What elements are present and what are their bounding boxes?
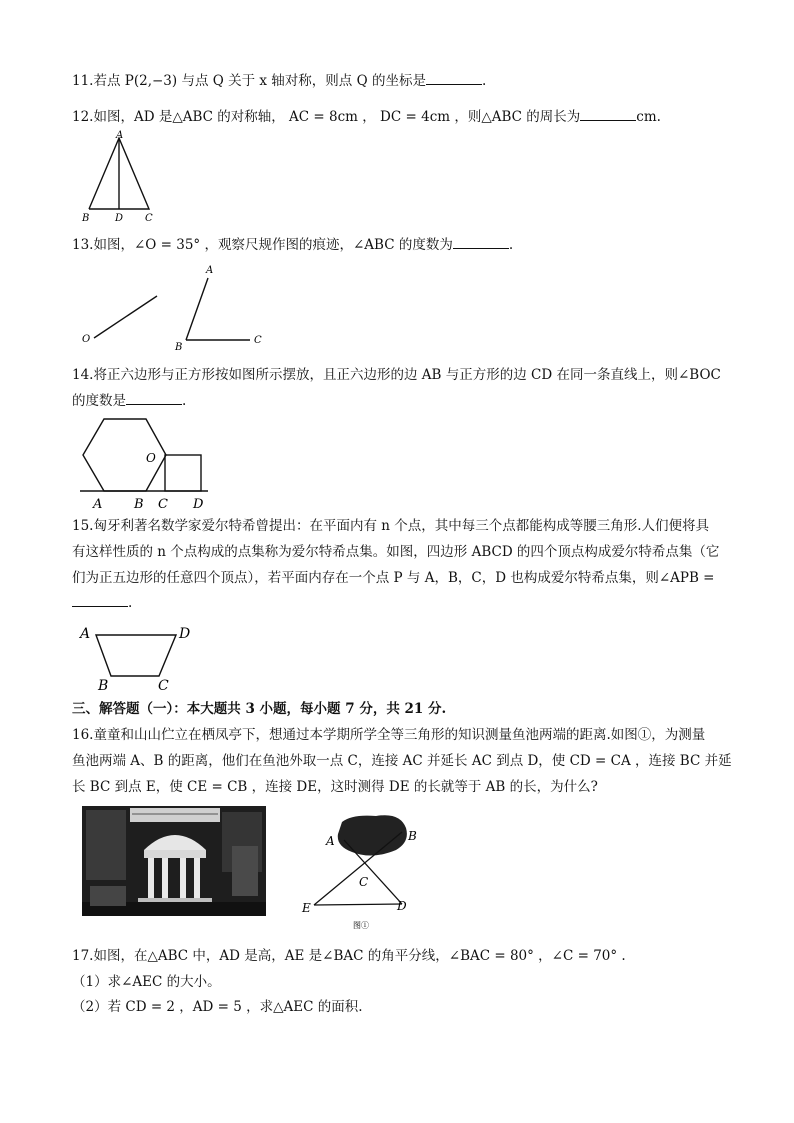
question-12-end: cm. (636, 109, 661, 125)
question-17-text-1: 17.如图，在△ABC 中，AD 是高，AE 是∠BAC 的角平分线，∠BAC = 80° ，∠C = 70° . (72, 948, 626, 964)
label-a: A (80, 626, 91, 642)
label-c: C (359, 875, 369, 889)
question-17-part-2-text: （2）若 CD = 2 ，AD = 5 ，求△AEC 的面积. (72, 999, 363, 1015)
question-16-line-3 (72, 777, 598, 797)
label-b: B (82, 213, 90, 224)
question-11-text: 11.若点 P(2,−3) 与点 Q 关于 x 轴对称，则点 Q 的坐标是 (72, 73, 426, 89)
question-15-text-2: 有这样性质的 n 个点构成的点集称为爱尔特希点集。如图，四边形 ABCD 的四个顶点构成爱尔特希点集（它 (72, 544, 720, 560)
question-13 (72, 234, 513, 255)
label-b: B (134, 497, 144, 512)
question-16-text-3: 长 BC 到点 E，使 CE = CB ，连接 DE，这时测得 DE 的长就等于 AB 的长，为什么? (72, 779, 598, 795)
label-d: D (179, 626, 191, 642)
label-e: E (302, 901, 311, 915)
question-13-end: . (508, 237, 514, 253)
section-heading (72, 699, 446, 719)
answer-blank[interactable] (453, 234, 509, 249)
question-13-text: 13.如图，∠O = 35° ，观察尺规作图的痕迹，∠ABC 的度数为 (72, 237, 453, 253)
label-c: C (158, 497, 168, 512)
figure-fishpond (296, 806, 436, 936)
answer-blank[interactable] (126, 390, 182, 405)
question-17-part-1-text: （1）求∠AEC 的大小。 (72, 974, 221, 990)
label-c: C (145, 213, 153, 224)
question-16-text-2: 鱼池两端 A、B 的距离，他们在鱼池外取一点 C，连接 AC 并延长 AC 到点 D，使 CD = CA ，连接 BC 并延 (72, 753, 732, 769)
question-15-line-4 (72, 592, 132, 613)
question-16-line-2 (72, 751, 732, 771)
question-12-text: 12.如图，AD 是△ABC 的对称轴， AC = 8cm ， DC = 4cm ，则△ABC 的周长为 (72, 109, 581, 125)
figure-isosceles-triangle (78, 130, 168, 225)
answer-blank[interactable] (426, 70, 482, 85)
question-15-line-2 (72, 542, 719, 562)
question-11-end: . (481, 73, 487, 89)
label-c: C (254, 335, 262, 346)
label-b: B (175, 342, 183, 353)
figure-trapezoid (78, 620, 208, 695)
label-a: A (206, 265, 214, 276)
question-15-line-1 (72, 516, 709, 536)
question-15-line-3 (72, 568, 715, 588)
label-d: D (397, 899, 407, 913)
pavilion-photo (82, 806, 266, 916)
question-17-part-2 (72, 997, 363, 1017)
question-14-text: 14.将正六边形与正方形按如图所示摆放，且正六边形的边 AB 与正方形的边 CD 在同一条直线上，则∠BOC (72, 367, 721, 383)
label-b: B (408, 829, 417, 843)
answer-blank[interactable] (580, 106, 636, 121)
question-14-end: . (182, 393, 187, 409)
label-o: O (82, 334, 91, 345)
answer-blank[interactable] (72, 592, 128, 607)
question-14-line-2 (72, 390, 186, 411)
question-17-line-1 (72, 946, 626, 966)
question-15-end: . (128, 595, 133, 611)
figure-caption: 图① (353, 921, 369, 930)
label-c: C (158, 678, 169, 694)
label-d: D (193, 497, 204, 512)
question-15-text-3: 们为正五边形的任意四个顶点），若平面内存在一个点 P 与 A，B，C，D 也构成爱尔特希点集，则∠APB = (72, 570, 715, 586)
question-16-line-1 (72, 725, 705, 745)
question-17-part-1 (72, 972, 221, 992)
question-15-text-1: 15.匈牙利著名数学家爱尔特希曾提出：在平面内有 n 个点，其中每三个点都能构成等腰三角形.人们便将具 (72, 518, 710, 534)
label-b: B (98, 678, 109, 694)
question-16-text-1: 16.童童和山山伫立在栖凤亭下，想通过本学期所学全等三角形的知识测量鱼池两端的距离.如图①，为测量 (72, 727, 706, 743)
figure-hexagon-square (78, 412, 228, 512)
label-a: A (326, 834, 335, 848)
question-14-text-2: 的度数是 (72, 393, 126, 409)
figure-angles (78, 262, 278, 352)
label-a: A (93, 497, 103, 512)
label-a: A (116, 130, 124, 141)
label-o: O (146, 451, 156, 465)
question-12 (72, 106, 661, 127)
question-14-line-1 (72, 365, 721, 385)
label-d: D (115, 213, 124, 224)
section-3-title: 三、解答题（一）：本大题共 3 小题，每小题 7 分，共 21 分. (72, 701, 447, 717)
question-11 (72, 70, 486, 91)
